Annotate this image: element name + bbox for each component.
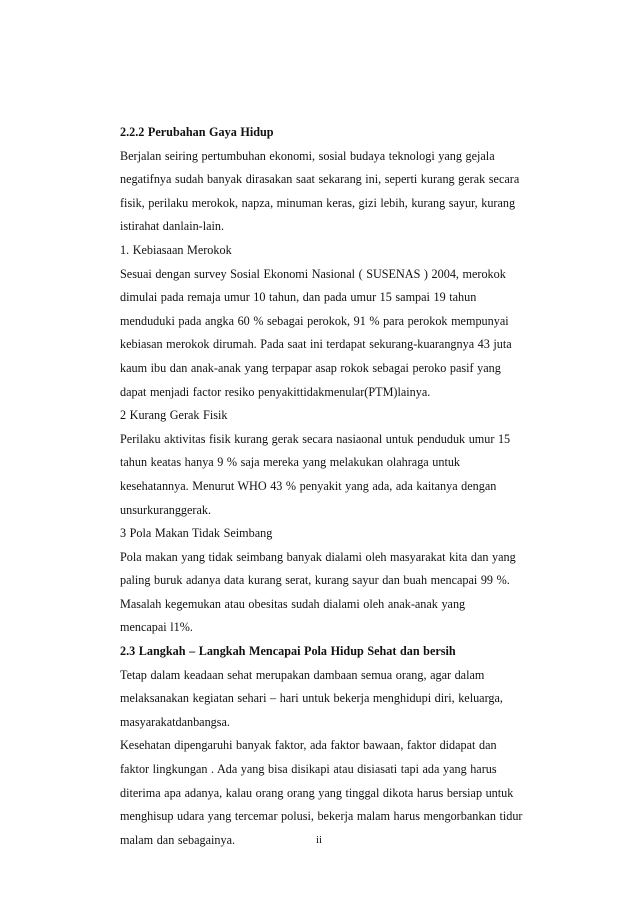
text-line: faktor lingkungan . Ada yang bisa disikapi atau disiasati tapi ada yang harus: [120, 762, 497, 777]
section-heading: 2.2.2 Perubahan Gaya Hidup: [120, 125, 274, 139]
document-body: [120, 121, 545, 852]
text-line: Perilaku aktivitas fisik kurang gerak secara nasiaonal untuk penduduk umur 15: [120, 431, 511, 446]
text-line: Tetap dalam keadaan sehat merupakan dambaan semua orang, agar dalam: [120, 667, 485, 682]
text-line: Pola makan yang tidak seimbang banyak dialami oleh masyarakat kita dan yang: [120, 549, 516, 564]
text-line: istirahat danlain-lain.: [120, 219, 225, 234]
text-line: 1. Kebiasaan Merokok: [120, 242, 232, 257]
text-line: Kesehatan dipengaruhi banyak faktor, ada faktor bawaan, faktor didapat dan: [120, 738, 497, 753]
section-heading: 2.3 Langkah – Langkah Mencapai Pola Hidup Sehat dan bersih: [120, 644, 456, 659]
text-line: Berjalan seiring pertumbuhan ekonomi, sosial budaya teknologi yang gejala: [120, 148, 495, 163]
text-line: menduduki pada angka 60 % sebagai perokok, 91 % para perokok mempunyai: [120, 313, 509, 328]
text-line: Masalah kegemukan atau obesitas sudah dialami oleh anak-anak yang: [120, 596, 466, 611]
text-line: negatifnya sudah banyak dirasakan saat sekarang ini, seperti kurang gerak secara: [120, 172, 520, 187]
text-line: melaksanakan kegiatan sehari – hari untuk bekerja menghidupi diri, keluarga,: [120, 691, 503, 706]
text-line: unsurkuranggerak.: [120, 502, 212, 517]
text-line: masyarakatdanbangsa.: [120, 714, 230, 729]
text-line: kesehatannya. Menurut WHO 43 % penyakit yang ada, ada kaitanya dengan: [120, 478, 497, 493]
text-line: menghisup udara yang tercemar polusi, bekerja malam harus mengorbankan tidur: [120, 809, 523, 824]
text-line: fisik, perilaku merokok, napza, minuman keras, gizi lebih, kurang sayur, kurang: [120, 195, 516, 210]
text-line: malam dan sebagainya.: [120, 832, 236, 847]
page-number: ii: [315, 834, 323, 846]
text-line: kebiasan merokok dirumah. Pada saat ini terdapat sekurang-kuarangnya 43 juta: [120, 337, 512, 352]
text-line: dimulai pada remaja umur 10 tahun, dan pada umur 15 sampai 19 tahun: [120, 290, 477, 305]
text-line: Sesuai dengan survey Sosial Ekonomi Nasional ( SUSENAS ) 2004, merokok: [120, 266, 506, 281]
text-line: 2 Kurang Gerak Fisik: [120, 408, 228, 423]
text-line: kaum ibu dan anak-anak yang terpapar asap rokok sebagai peroko pasif yang: [120, 360, 501, 375]
text-line: dapat menjadi factor resiko penyakittidakmenular(PTM)lainya.: [120, 384, 431, 399]
text-line: diterima apa adanya, kalau orang orang yang tinggal dikota harus bersiap untuk: [120, 785, 514, 800]
text-line: tahun keatas hanya 9 % saja mereka yang melakukan olahraga untuk: [120, 455, 461, 470]
text-line: mencapai l1%.: [120, 620, 193, 635]
text-line: 3 Pola Makan Tidak Seimbang: [120, 526, 273, 541]
text-line: paling buruk adanya data kurang serat, kurang sayur dan buah mencapai 99 %.: [120, 573, 510, 588]
